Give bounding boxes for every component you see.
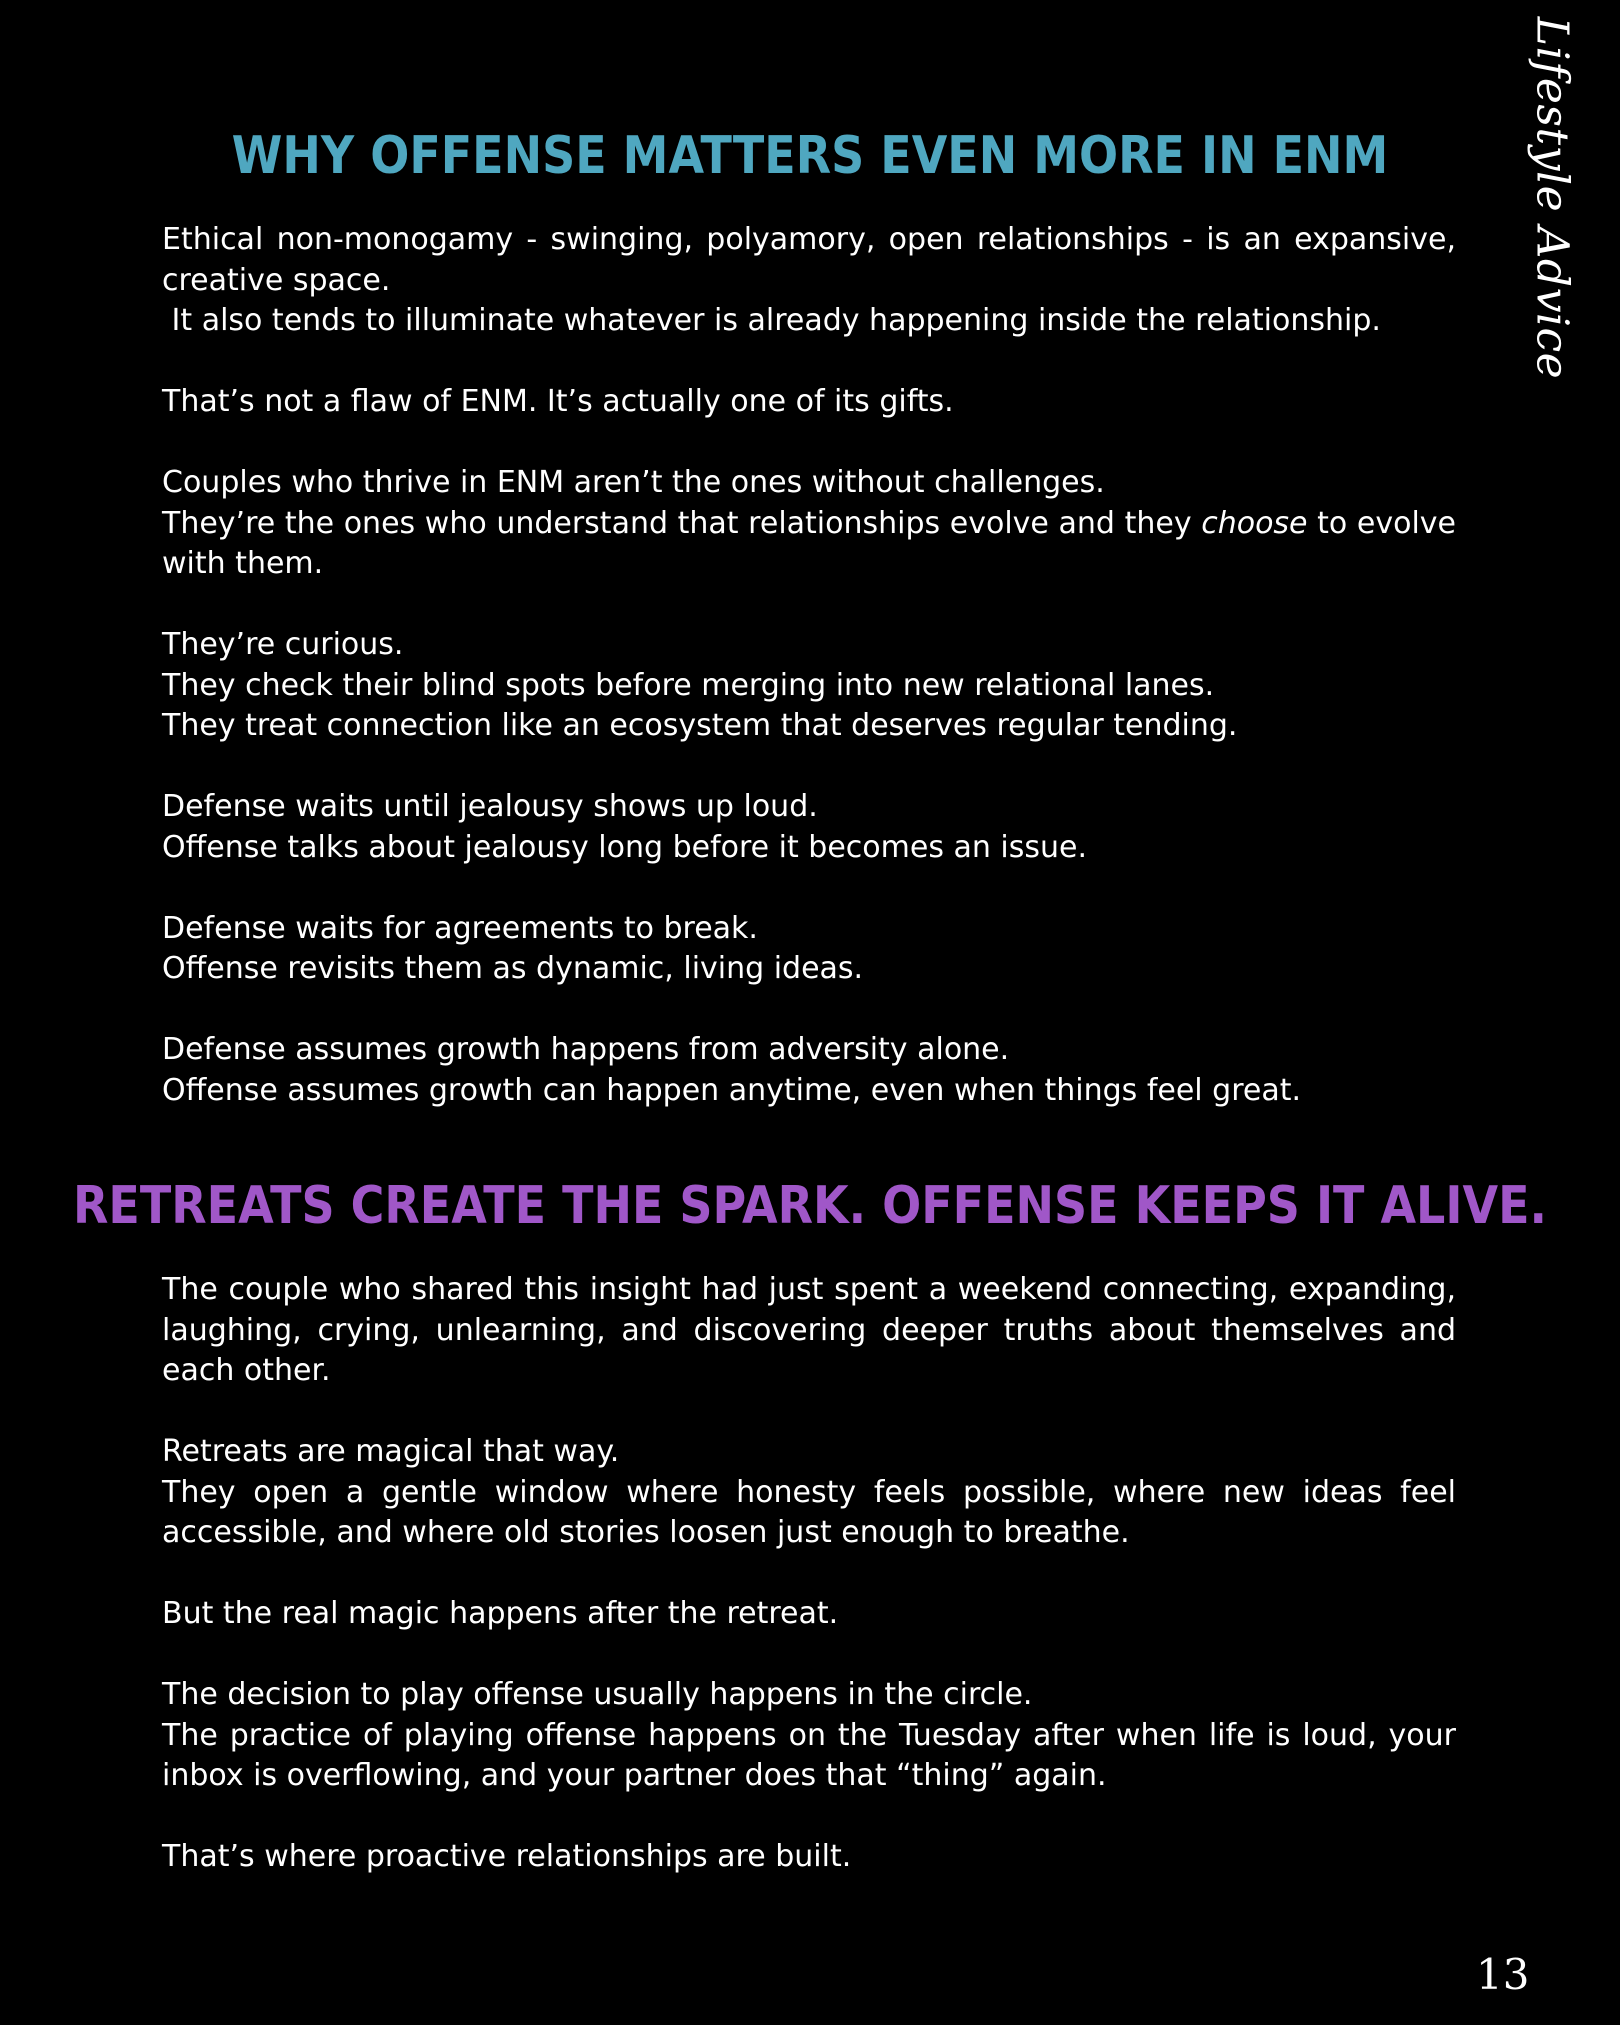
section-side-label: Lifestyle Advice [1526, 16, 1578, 380]
text-line: Couples who thrive in ENM aren’t the ones without challenges. [162, 465, 1105, 500]
text-line: They check their blind spots before merging into new relational lanes. [162, 667, 1215, 703]
text-line: Offense assumes growth can happen anytime, even when things feel great. [162, 1072, 1302, 1108]
text-line: Defense waits until jealousy shows up loud. [162, 789, 818, 824]
text-line: Defense assumes growth happens from adversity alone. [162, 1032, 1010, 1067]
text-line: The decision to play offense usually happens in the circle. [162, 1677, 1033, 1712]
paragraph-proactive [162, 1837, 1456, 1878]
text-line: It also tends to illuminate whatever is already happening inside the relationship. [162, 303, 1381, 338]
text-run: to evolve with them. [162, 505, 1456, 581]
paragraph-agreements [162, 909, 1456, 990]
text-line-with-emphasis [162, 504, 1456, 585]
paragraph-real-magic [162, 1594, 1456, 1635]
text-line: They’re curious. [162, 627, 404, 662]
page-number: 13 [1476, 1950, 1530, 1999]
text-line: They treat connection like an ecosystem that deserves regular tending. [162, 708, 1238, 743]
text-line: The couple who shared this insight had just spent a weekend connecting, expanding, laughing, crying, unlearning, and discovering deeper truths about themselves and each other. [162, 1272, 1456, 1388]
paragraph-jealousy [162, 787, 1456, 868]
text-line: But the real magic happens after the retreat. [162, 1596, 839, 1631]
text-line: They open a gentle window where honesty feels possible, where new ideas feel accessible, and where old stories loosen just enough to breathe. [162, 1474, 1456, 1550]
paragraph-couples-who-thrive [162, 463, 1456, 585]
paragraph-retreats-magical [162, 1432, 1456, 1554]
paragraph-not-a-flaw [162, 382, 1456, 423]
text-line: Offense revisits them as dynamic, living ideas. [162, 951, 864, 986]
paragraph-play-offense [162, 1675, 1456, 1797]
text-line: Retreats are magical that way. [162, 1434, 620, 1469]
paragraph-enm-intro [162, 220, 1466, 342]
article-section-retreats [162, 1270, 1456, 1918]
section-heading-why-offense: WHY OFFENSE MATTERS EVEN MORE IN ENM [231, 124, 1389, 186]
section-heading-retreats: RETREATS CREATE THE SPARK. OFFENSE KEEPS IT ALIVE. [73, 1174, 1547, 1236]
text-line: That’s where proactive relationships are built. [162, 1839, 852, 1874]
paragraph-growth [162, 1030, 1456, 1111]
paragraph-couple-insight [162, 1270, 1456, 1392]
text-line: That’s not a flaw of ENM. It’s actually one of its gifts. [162, 384, 954, 419]
text-line: The practice of playing offense happens on the Tuesday after when life is loud, your inbox is overflowing, and your partner does that “thing” again. [162, 1717, 1456, 1793]
text-run: They’re the ones who understand that relationships evolve and they [162, 505, 1202, 541]
emphasis-text: choose [1201, 505, 1308, 541]
paragraph-curious [162, 625, 1456, 747]
text-line: Offense talks about jealousy long before it becomes an issue. [162, 829, 1088, 865]
text-line: Ethical non-monogamy - swinging, polyamory, open relationships - is an expansive, creative space. [162, 222, 1466, 298]
text-line: Defense waits for agreements to break. [162, 910, 758, 946]
article-section-enm [162, 220, 1466, 1152]
